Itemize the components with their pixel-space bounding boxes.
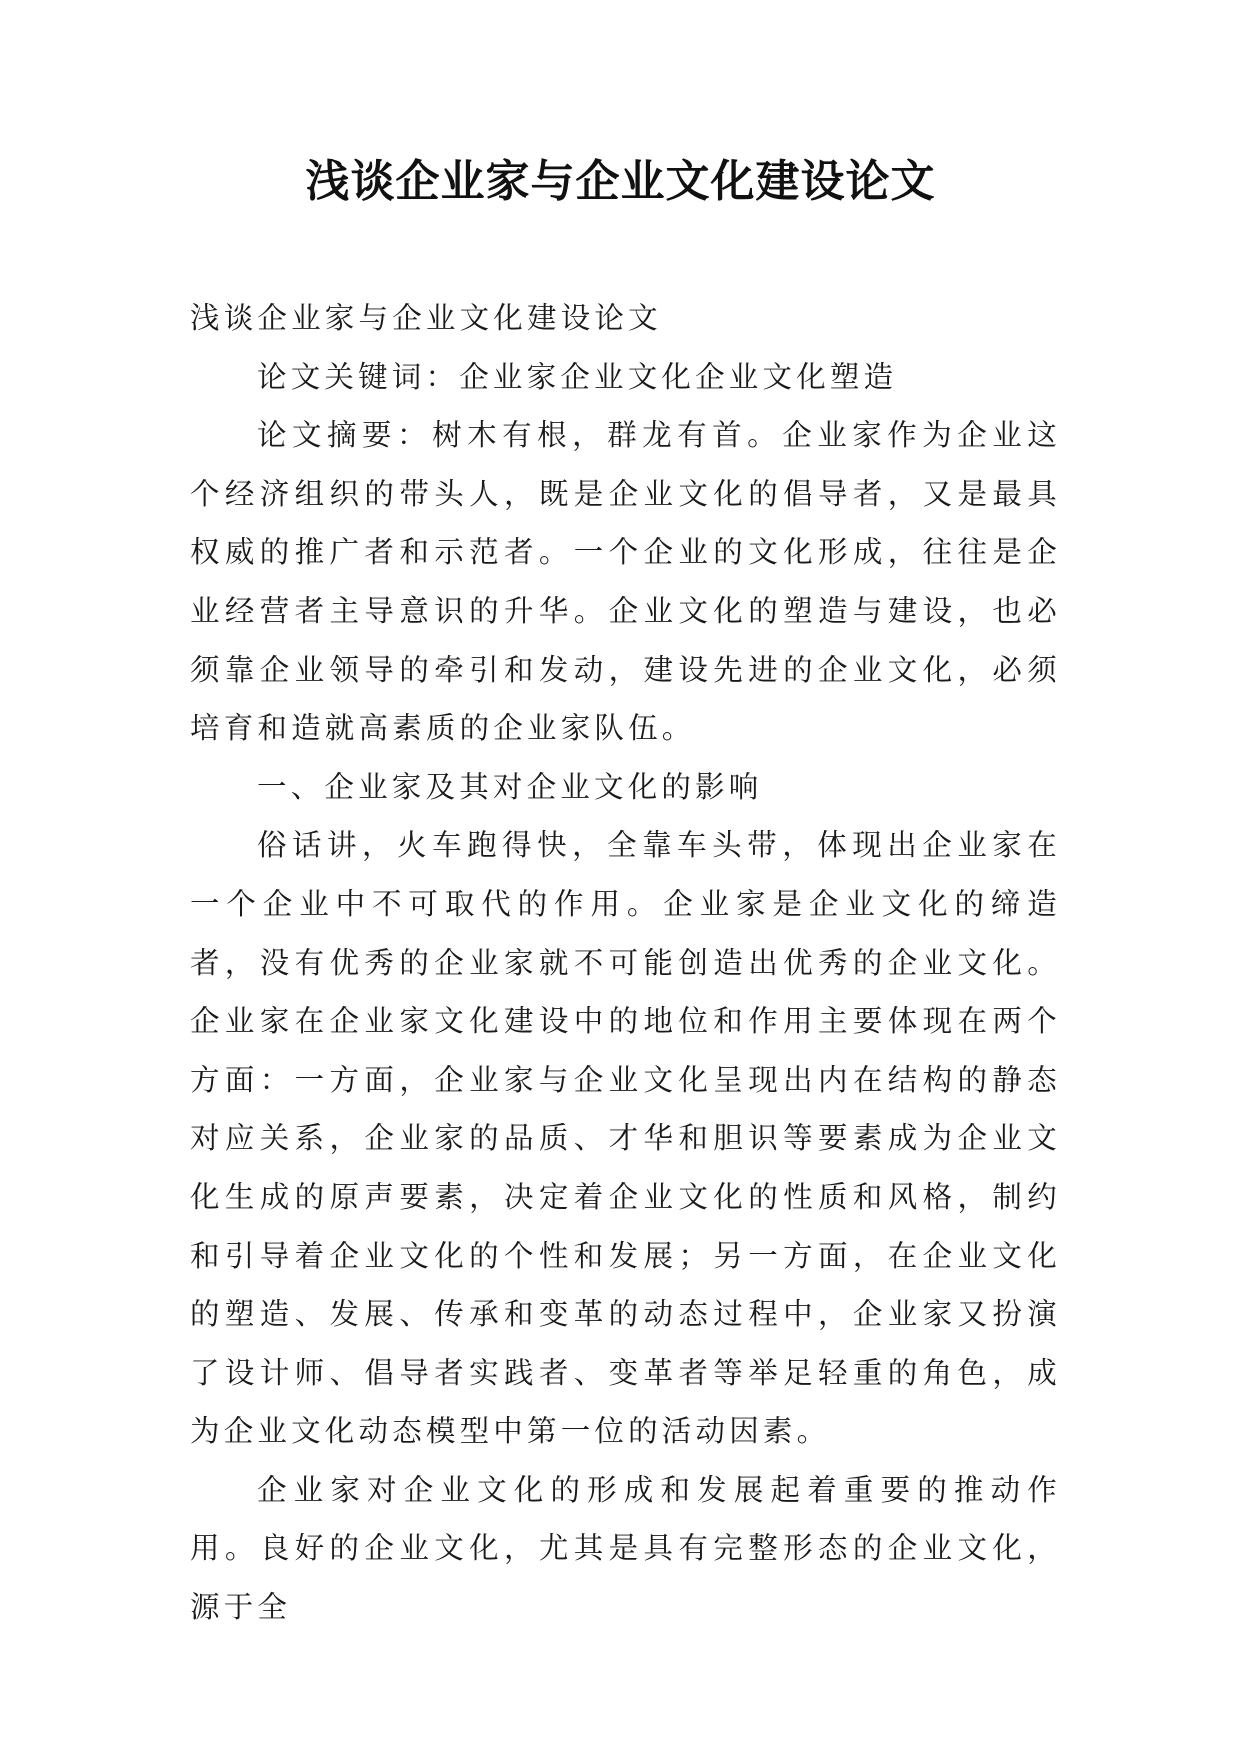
paragraph-abstract: 论文摘要：树木有根，群龙有首。企业家作为企业这个经济组织的带头人，既是企业文化的倡导者，又是最具权威的推广者和示范者。一个企业的文化形成，往往是企业经营者主导意识的升华。企业文化的塑造与建设，也必须靠企业领导的牵引和发动，建设先进的企业文化，必须培育和造就高素质的企业家队伍。: [190, 418, 1061, 746]
document-title: 浅谈企业家与企业文化建设论文: [305, 156, 936, 207]
paragraph-repeat-title: 浅谈企业家与企业文化建设论文: [190, 301, 662, 335]
document-body: [190, 289, 1061, 1637]
section-heading-1: 一、企业家及其对企业文化的影响: [257, 769, 763, 804]
paragraph-keywords: 论文关键词：企业家企业文化企业文化塑造: [257, 359, 898, 394]
paragraph-body-2: 企业家对企业文化的形成和发展起着重要的推动作用。良好的企业文化，尤其是具有完整形态的企业文化，源于全: [190, 1472, 1061, 1625]
paragraph-body-1: 俗话讲，火车跑得快，全靠车头带，体现出企业家在一个企业中不可取代的作用。企业家是企业文化的缔造者，没有优秀的企业家就不可能创造出优秀的企业文化。企业家在企业家文化建设中的地位和作用主要体现在两个方面：一方面，企业家与企业文化呈现出内在结构的静态对应关系，企业家的品质、才华和胆识等要素成为企业文化生成的原声要素，决定着企业文化的性质和风格，制约和引导着企业文化的个性和发展；另一方面，在企业文化的塑造、发展、传承和变革的动态过程中，企业家又扮演了设计师、倡导者实践者、变革者等举足轻重的角色，成为企业文化动态模型中第一位的活动因素。: [190, 828, 1061, 1449]
